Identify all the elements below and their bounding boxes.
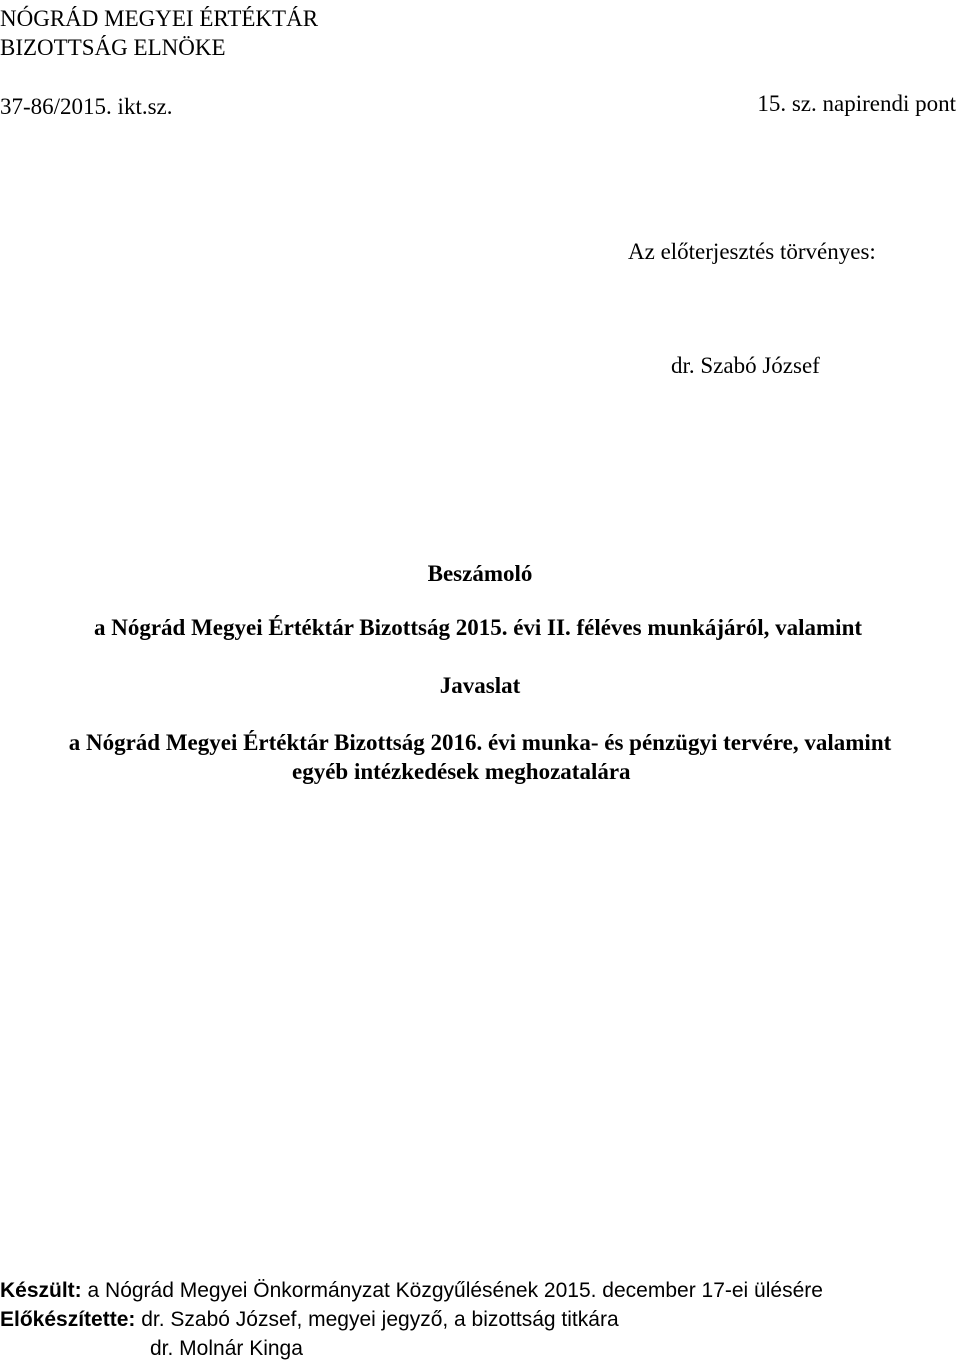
agenda-point: 15. sz. napirendi pont — [757, 91, 956, 116]
legality-label: Az előterjesztés törvényes: — [628, 239, 876, 264]
org-name-line1: NÓGRÁD MEGYEI ÉRTÉKTÁR — [0, 6, 319, 31]
prepared-by — [0, 1309, 619, 1330]
prepared-for — [0, 1280, 823, 1301]
proposal-heading: Javaslat — [439, 673, 521, 698]
preparer-second: dr. Molnár Kinga — [150, 1337, 303, 1360]
prepared-label: Készült: — [0, 1279, 82, 1302]
preparer-text: dr. Szabó József, megyei jegyző, a bizottság titkára — [135, 1308, 619, 1331]
report-subject: a Nógrád Megyei Értéktár Bizottság 2015. évi II. féléves munkájáról, valamint — [93, 615, 863, 640]
prepared-text: a Nógrád Megyei Önkormányzat Közgyűlésének 2015. december 17-ei ülésére — [81, 1279, 823, 1302]
org-name-line2: BIZOTTSÁG ELNÖKE — [0, 35, 226, 60]
report-heading: Beszámoló — [427, 561, 533, 586]
proposal-subject-line1: a Nógrád Megyei Értéktár Bizottság 2016. évi munka- és pénzügyi tervére, valamint — [68, 730, 892, 755]
legality-signatory: dr. Szabó József — [671, 353, 820, 378]
proposal-subject-line2: egyéb intézkedések meghozatalára — [292, 759, 631, 784]
preparer-label: Előkészítette: — [0, 1308, 136, 1331]
registration-number: 37-86/2015. ikt.sz. — [0, 94, 173, 119]
